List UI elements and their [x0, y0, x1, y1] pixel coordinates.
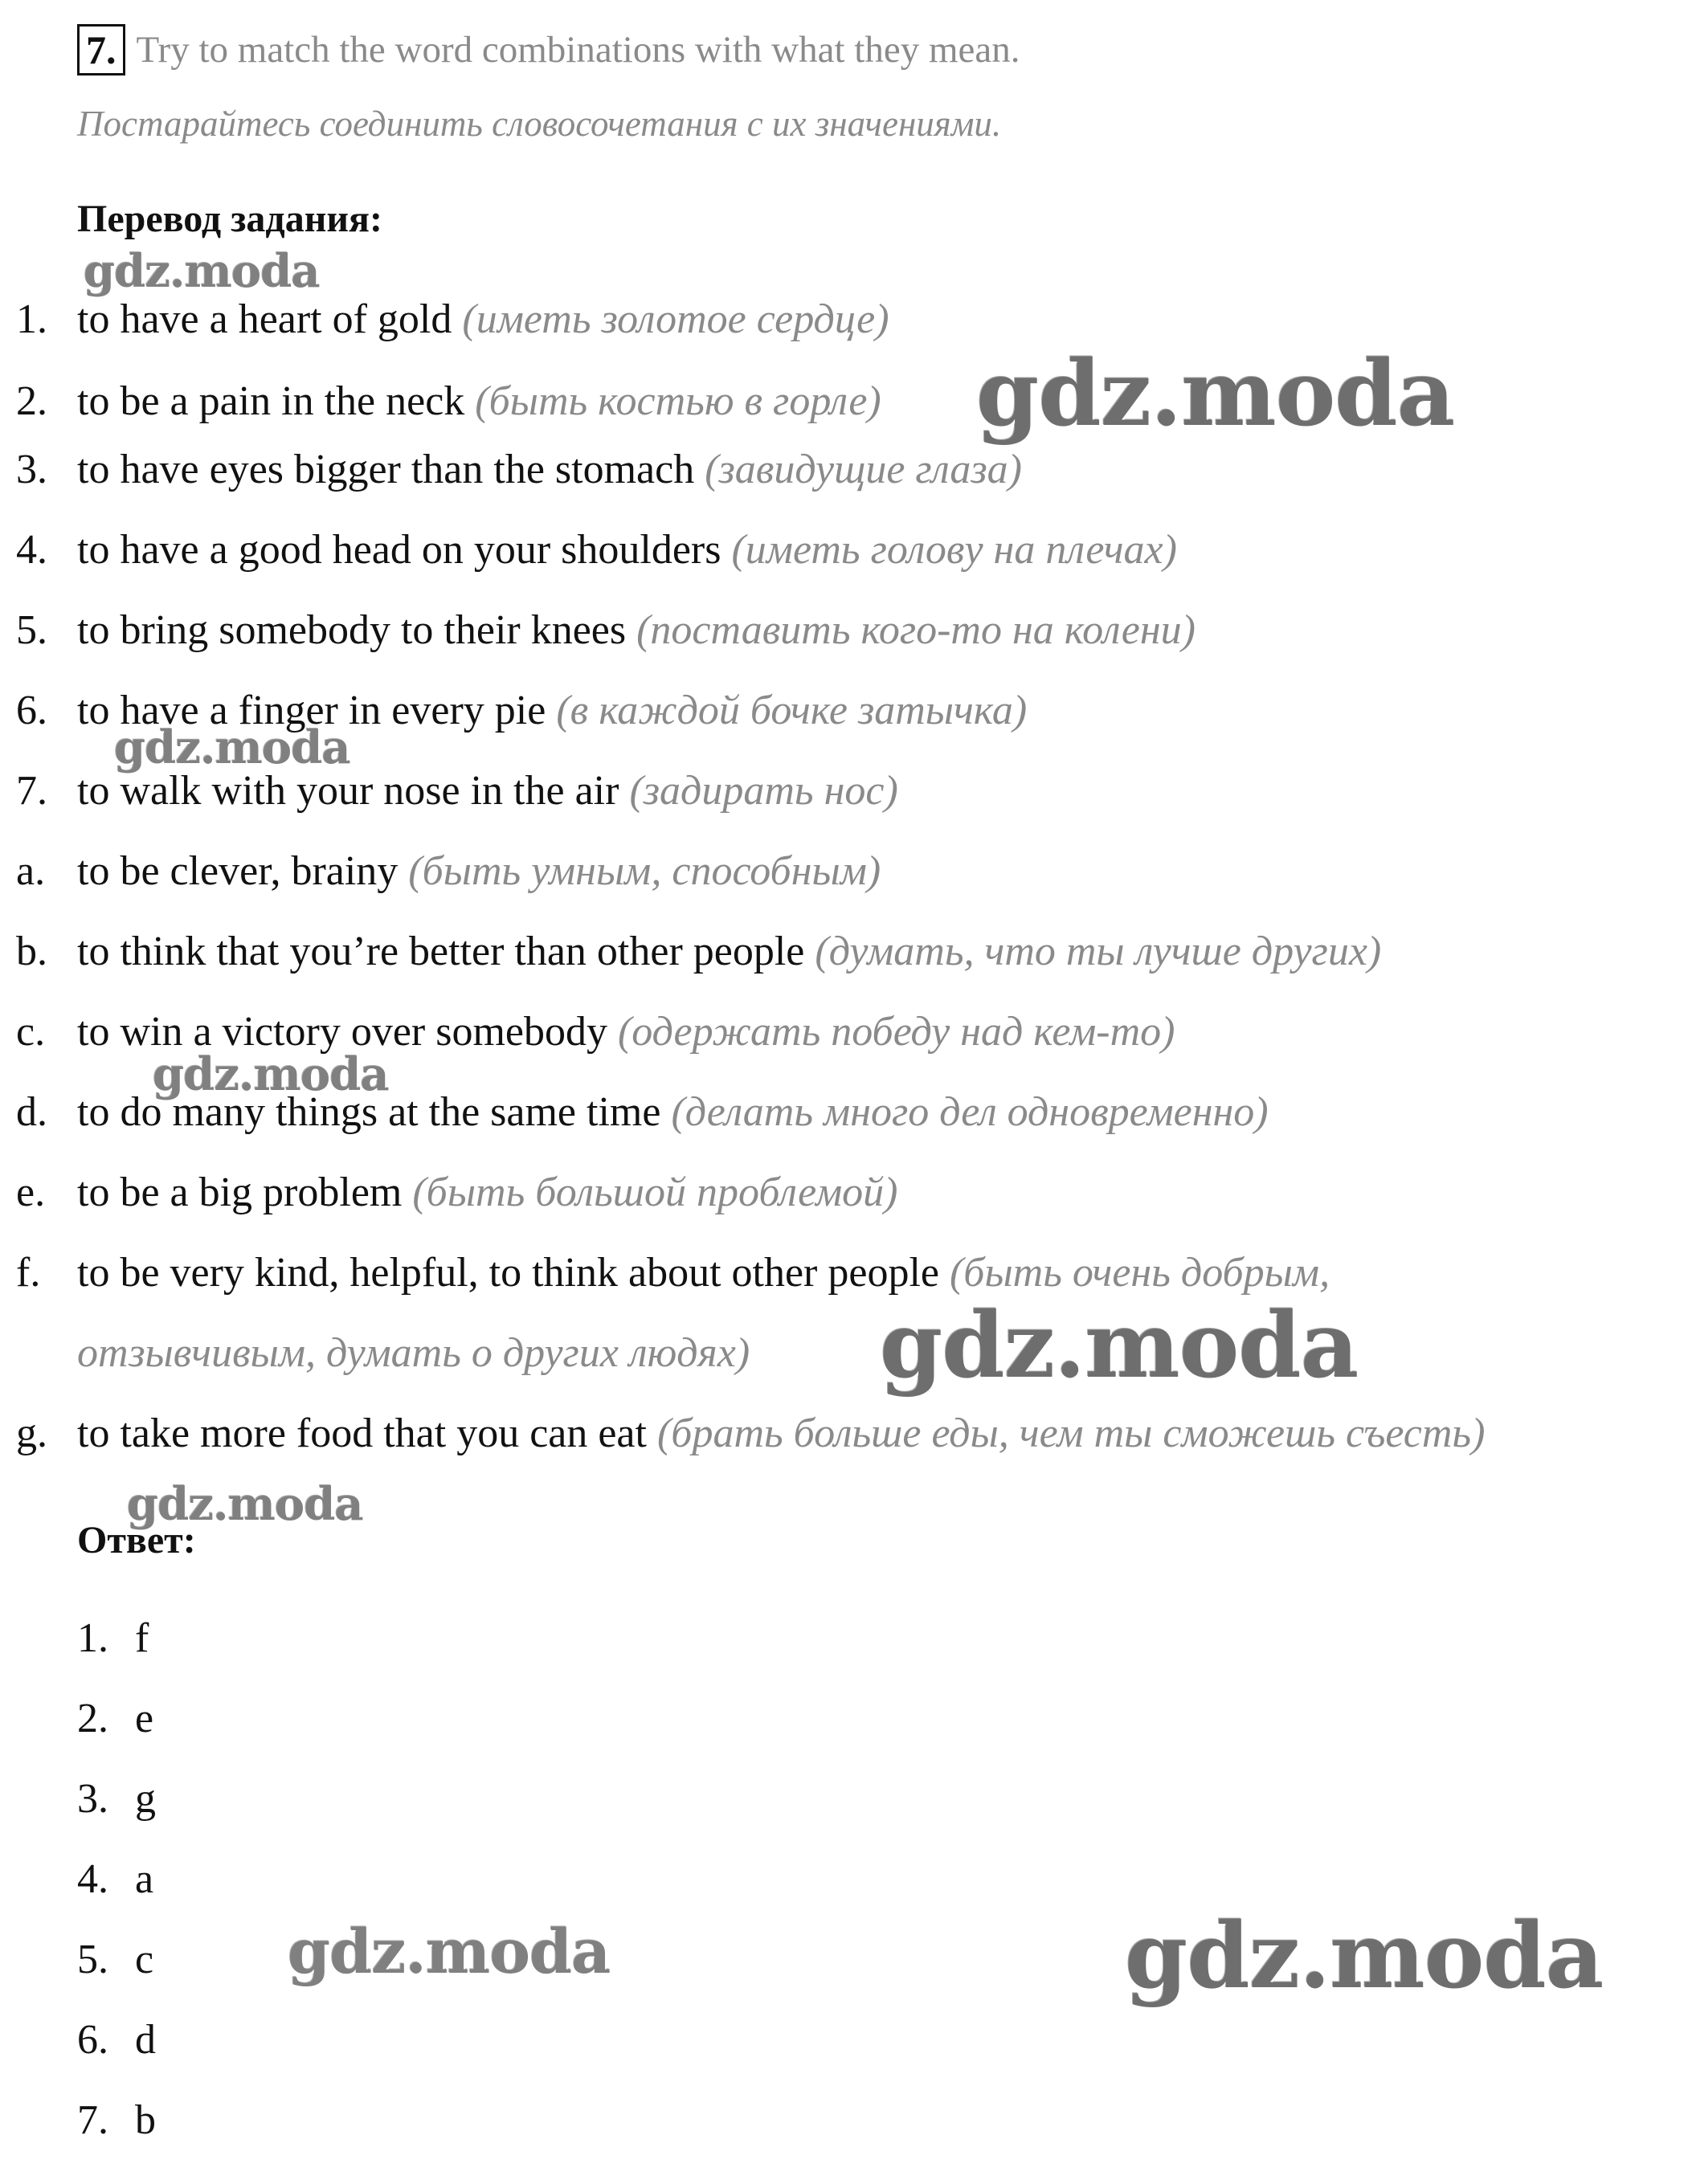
watermark: gdz.moda [976, 341, 1455, 447]
watermark: gdz.moda [1125, 1904, 1604, 2009]
answer-row [77, 1687, 153, 1751]
item-marker: g. [16, 1410, 47, 1456]
watermark: gdz.moda [84, 245, 320, 298]
item-marker: 2. [16, 378, 47, 424]
item-en: to be very kind, helpful, to think about other people [77, 1250, 939, 1296]
item-ru: (завидущие глаза) [705, 447, 1022, 492]
list-item [0, 438, 1684, 502]
list-item [0, 839, 1684, 904]
item-marker: e. [16, 1170, 46, 1215]
item-en: to be a pain in the neck [77, 378, 465, 424]
item-marker: 4. [16, 527, 47, 573]
list-item [0, 920, 1684, 984]
item-marker: b. [16, 929, 47, 974]
item-ru: (быть костью в горле) [475, 378, 881, 424]
translation-heading: Перевод задания: [77, 198, 382, 240]
item-marker: d. [16, 1089, 47, 1135]
answer-number: 3. [77, 1776, 108, 1822]
watermark: gdz.moda [114, 721, 350, 774]
list-item [0, 518, 1684, 582]
item-en: to do many things at the same time [77, 1089, 661, 1135]
answer-number: 7. [77, 2097, 108, 2143]
item-ru: (быть умным, способным) [408, 848, 881, 894]
answer-row [77, 1767, 156, 1831]
item-en: to have eyes bigger than the stomach [77, 447, 695, 492]
answer-value: g [135, 1776, 156, 1822]
item-ru: (быть очень добрым, [949, 1250, 1330, 1296]
list-item [0, 1241, 1684, 1305]
answer-value: b [135, 2097, 156, 2143]
item-ru: (задирать нос) [629, 768, 898, 814]
item-ru: (одержать победу над кем-то) [617, 1009, 1175, 1055]
item-en: to think that you’re better than other people [77, 929, 805, 974]
item-marker: 5. [16, 607, 47, 653]
item-en: to walk with your nose in the air [77, 768, 619, 814]
answer-value: d [135, 2017, 156, 2063]
watermark: gdz.moda [153, 1048, 389, 1101]
answer-row [77, 1606, 149, 1671]
answer-row [77, 2088, 156, 2153]
answer-number: 1. [77, 1615, 108, 1661]
list-item [0, 1402, 1684, 1466]
answer-row [77, 1928, 153, 1992]
item-en: to have a finger in every pie [77, 688, 546, 733]
list-item [0, 598, 1684, 663]
answer-number: 6. [77, 2017, 108, 2063]
item-en: to win a victory over somebody [77, 1009, 607, 1055]
task-instruction: Try to match the word combinations with what they mean. [136, 29, 1020, 71]
item-marker: 1. [16, 296, 47, 342]
item-ru: (брать больше еды, чем ты сможешь съесть) [656, 1410, 1486, 1456]
item-en: to take more food that you can eat [77, 1410, 647, 1456]
task-header [77, 24, 1020, 76]
item-en: to be a big problem [77, 1170, 403, 1215]
task-number: 7. [77, 24, 125, 76]
answer-number: 4. [77, 1856, 108, 1902]
item-ru: (поставить кого-то на колени) [636, 607, 1196, 653]
answer-number: 5. [77, 1937, 108, 1982]
item-ru: (иметь золотое сердце) [462, 296, 889, 342]
answer-number: 2. [77, 1696, 108, 1741]
item-marker: c. [16, 1009, 46, 1055]
item-en: to bring somebody to their knees [77, 607, 627, 653]
item-ru: (в каждой бочке затычка) [556, 688, 1028, 733]
item-marker: 6. [16, 688, 47, 733]
item-ru: (иметь голову на плечах) [731, 527, 1177, 573]
answer-value: a [135, 1856, 154, 1902]
list-item [0, 1161, 1684, 1225]
task-instruction-ru: Постарайтесь соединить словосочетания с их значениями. [77, 104, 1002, 144]
item-ru: (думать, что ты лучше других) [815, 929, 1382, 974]
item-marker: a. [16, 848, 46, 894]
item-en: to have a good head on your shoulders [77, 527, 721, 573]
item-ru: (делать много дел одновременно) [671, 1089, 1269, 1135]
answer-value: c [135, 1937, 154, 1982]
answer-value: f [135, 1615, 149, 1661]
item-en: to have a heart of gold [77, 296, 452, 342]
answer-row [77, 2008, 156, 2072]
item-marker: f. [16, 1250, 41, 1296]
item-ru: (быть большой проблемой) [412, 1170, 898, 1215]
item-ru-continuation: отзывчивым, думать о других людях) [77, 1330, 750, 1376]
answer-heading: Ответ: [77, 1519, 196, 1561]
answer-row [77, 1847, 153, 1912]
watermark: gdz.moda [880, 1293, 1359, 1398]
watermark: gdz.moda [127, 1478, 363, 1531]
watermark: gdz.moda [288, 1916, 611, 1987]
answer-value: e [135, 1696, 154, 1741]
item-marker: 7. [16, 768, 47, 814]
item-en: to be clever, brainy [77, 848, 399, 894]
item-marker: 3. [16, 447, 47, 492]
